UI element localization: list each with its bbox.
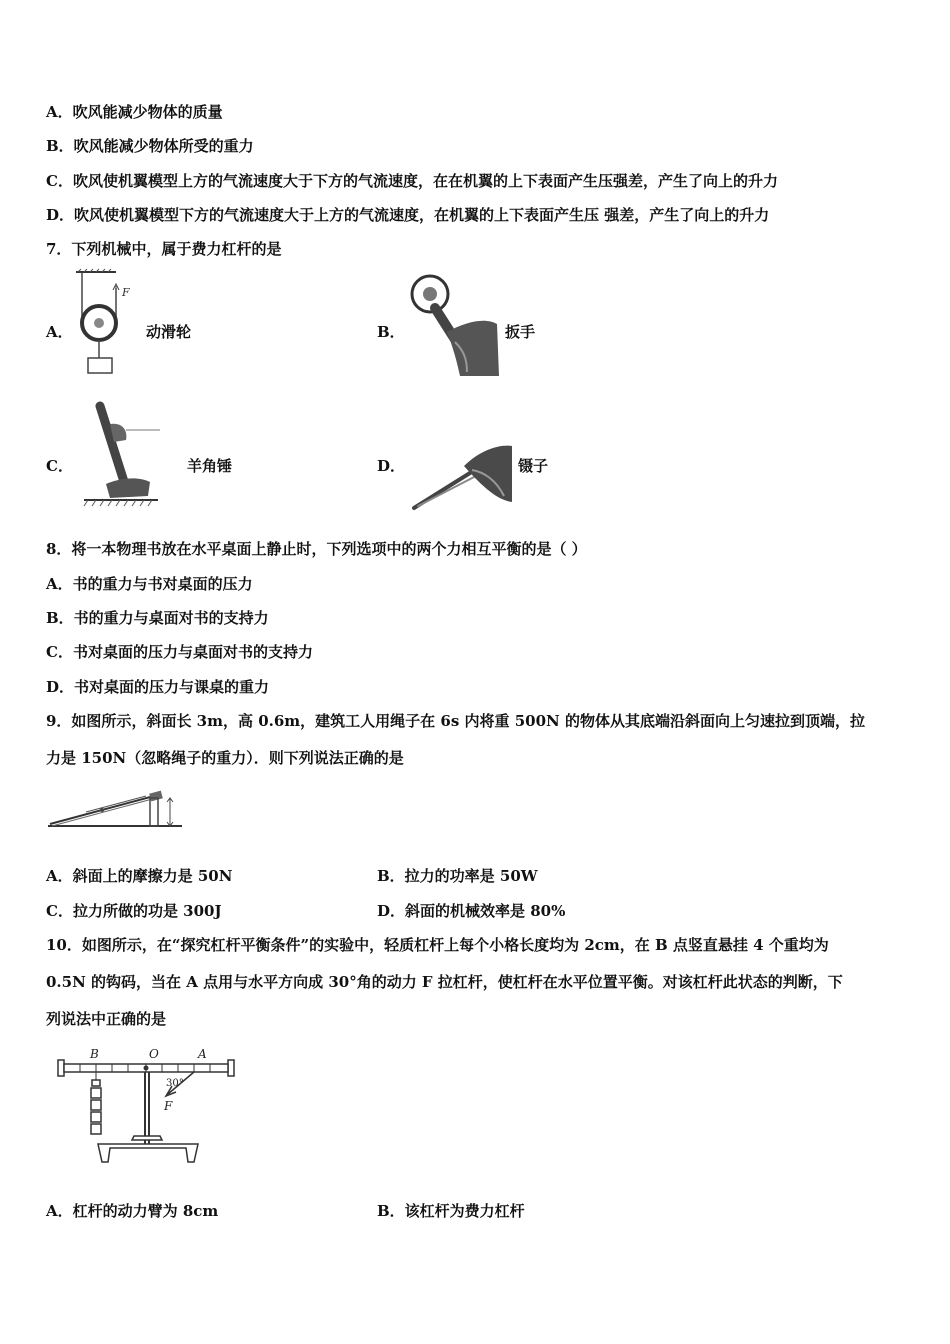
q8-stem: 8．将一本物理书放在水平桌面上静止时，下列选项中的两个力相互平衡的是（ ） bbox=[46, 540, 587, 558]
q7-option-b-caption: 扳手 bbox=[505, 323, 536, 341]
q6-option-d: D．吹风使机翼模型下方的气流速度大于上方的气流速度，在机翼的上下表面产生压 强差，产生了向上的升力 bbox=[46, 206, 770, 224]
point-a-label: A bbox=[198, 1047, 207, 1061]
q9-stem-line-1: 9．如图所示，斜面长 3m，高 0.6m，建筑工人用绳子在 6s 内将重 500N 的物体从其底端沿斜面向上匀速拉到顶端，拉 bbox=[46, 712, 865, 730]
q6-option-b: B．吹风能减少物体所受的重力 bbox=[46, 137, 254, 155]
angle-label: 30° bbox=[166, 1078, 184, 1089]
q8-option-b: B．书的重力与桌面对书的支持力 bbox=[46, 609, 269, 627]
q7-option-c-letter: C． bbox=[46, 457, 73, 475]
q9-option-d: D．斜面的机械效率是 80% bbox=[377, 902, 566, 920]
tweezers-figure bbox=[408, 440, 518, 512]
q7-option-a-letter: A． bbox=[46, 323, 73, 341]
point-b-label: B bbox=[90, 1047, 99, 1061]
q10-stem-line-3: 列说法中正确的是 bbox=[46, 1010, 167, 1028]
q8-option-a: A．书的重力与书对桌面的压力 bbox=[46, 575, 253, 593]
q10-stem-line-2: 0.5N 的钩码，当在 A 点用与水平方向成 30°角的动力 F 拉杠杆，使杠杆在水平位置平衡。对该杠杆此状态的判断，下 bbox=[46, 973, 843, 991]
q8-option-d: D．书对桌面的压力与课桌的重力 bbox=[46, 678, 270, 696]
q7-stem: 7．下列机械中，属于费力杠杆的是 bbox=[46, 240, 282, 258]
q9-option-a: A．斜面上的摩擦力是 50N bbox=[46, 867, 233, 885]
force-f-label: F bbox=[164, 1099, 173, 1113]
wrench-figure bbox=[405, 272, 505, 380]
lever-figure bbox=[50, 1044, 250, 1166]
claw-hammer-figure bbox=[80, 400, 160, 512]
q10-stem-line-1: 10．如图所示，在“探究杠杆平衡条件”的实验中，轻质杠杆上每个小格长度均为 2cm，在 B 点竖直悬挂 4 个重均为 bbox=[46, 936, 829, 954]
q10-option-a: A．杠杆的动力臂为 8cm bbox=[46, 1202, 219, 1220]
q8-option-c: C．书对桌面的压力与桌面对书的支持力 bbox=[46, 643, 313, 661]
force-label: F bbox=[122, 286, 130, 299]
q6-option-a: A．吹风能减少物体的质量 bbox=[46, 103, 223, 121]
point-o-label: O bbox=[149, 1047, 159, 1061]
q7-option-c-caption: 羊角锤 bbox=[187, 457, 233, 475]
q7-option-d-caption: 镊子 bbox=[518, 457, 549, 475]
q9-option-b: B．拉力的功率是 50W bbox=[377, 867, 538, 885]
q7-option-d-letter: D． bbox=[377, 457, 406, 475]
q9-stem-line-2: 力是 150N（忽略绳子的重力）．则下列说法正确的是 bbox=[46, 749, 404, 767]
movable-pulley-figure bbox=[68, 268, 148, 378]
incline-figure bbox=[46, 782, 186, 832]
q7-option-a-caption: 动滑轮 bbox=[146, 323, 192, 341]
q7-option-b-letter: B． bbox=[377, 323, 405, 341]
q6-option-c: C．吹风使机翼模型上方的气流速度大于下方的气流速度，在在机翼的上下表面产生压强差，产生了向上的升力 bbox=[46, 172, 778, 190]
q9-option-c: C．拉力所做的功是 300J bbox=[46, 902, 222, 920]
q10-option-b: B．该杠杆为费力杠杆 bbox=[377, 1202, 525, 1220]
